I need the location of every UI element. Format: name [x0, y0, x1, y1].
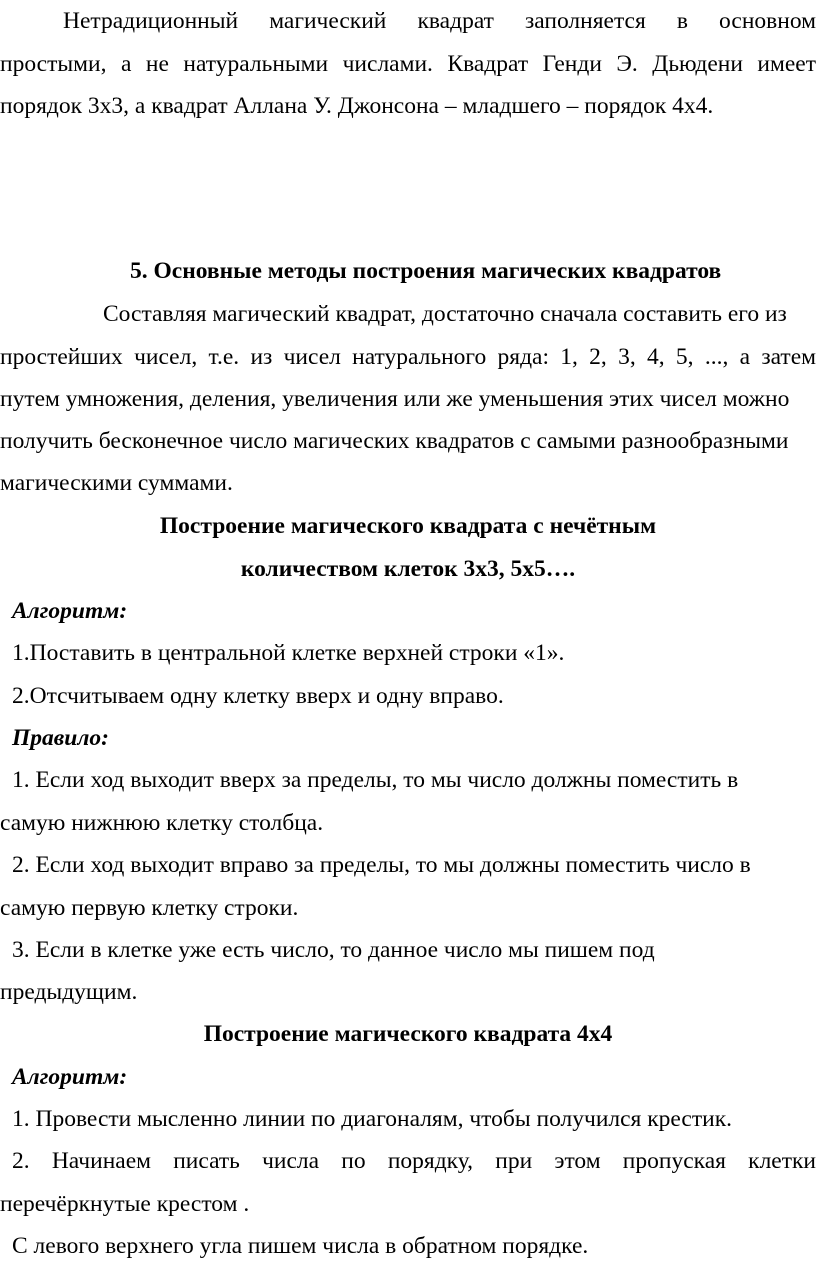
- section-5-para-line-5: магическими суммами.: [0, 470, 233, 496]
- odd-square-step-1: 1.Поставить в центральной клетке верхней строки «1».: [12, 640, 565, 666]
- odd-square-step-2: 2.Отсчитываем одну клетку вверх и одну вправо.: [12, 683, 504, 709]
- odd-square-rule-3-line-1: 3. Если в клетке уже есть число, то данное число мы пишем под: [12, 937, 655, 963]
- odd-square-rule-label: Правило:: [12, 725, 109, 751]
- square-4x4-heading: Построение магического квадрата 4х4: [203, 1021, 613, 1047]
- section-5-para-line-1: Составляя магический квадрат, достаточно сначала составить его из: [103, 301, 787, 327]
- section-5-para-line-3: путем умножения, деления, увеличения или же уменьшения этих чисел можно: [0, 386, 790, 412]
- square-4x4-algorithm-label: Алгоритм:: [12, 1064, 128, 1090]
- odd-square-heading-line-1: Построение магического квадрата с нечётным: [159, 513, 657, 539]
- square-4x4-step-2-line-1: 2. Начинаем писать числа по порядку, при этом пропуская клетки: [12, 1148, 816, 1174]
- odd-square-rule-2-line-2: самую первую клетку строки.: [0, 895, 299, 921]
- odd-square-rule-3-line-2: предыдущим.: [0, 979, 138, 1005]
- square-4x4-step-2-line-2: перечёркнутые крестом .: [0, 1191, 250, 1217]
- square-4x4-step-3: С левого верхнего угла пишем числа в обратном порядке.: [12, 1233, 589, 1259]
- section-5-para-line-2: простейших чисел, т.е. из чисел натурального ряда: 1, 2, 3, 4, 5, ..., а затем: [0, 344, 816, 370]
- intro-line-2: простыми, а не натуральными числами. Квадрат Генди Э. Дьюдени имеет: [0, 51, 816, 77]
- intro-line-1: Нетрадиционный магический квадрат заполняется в основном: [63, 8, 816, 34]
- section-5-heading: 5. Основные методы построения магических квадратов: [130, 258, 722, 284]
- section-5-para-line-4: получить бесконечное число магических квадратов с самыми разнообразными: [0, 428, 789, 454]
- odd-square-algorithm-label: Алгоритм:: [12, 598, 128, 624]
- odd-square-rule-1-line-1: 1. Если ход выходит вверх за пределы, то мы число должны поместить в: [12, 767, 739, 793]
- square-4x4-step-1: 1. Провести мысленно линии по диагоналям, чтобы получился крестик.: [12, 1106, 732, 1132]
- odd-square-rule-1-line-2: самую нижнюю клетку столбца.: [0, 810, 324, 836]
- odd-square-rule-2-line-1: 2. Если ход выходит вправо за пределы, то мы должны поместить число в: [12, 852, 751, 878]
- odd-square-heading-line-2: количеством клеток 3х3, 5х5….: [240, 556, 576, 582]
- intro-line-3: порядок 3х3, а квадрат Аллана У. Джонсона – младшего – порядок 4х4.: [0, 93, 714, 119]
